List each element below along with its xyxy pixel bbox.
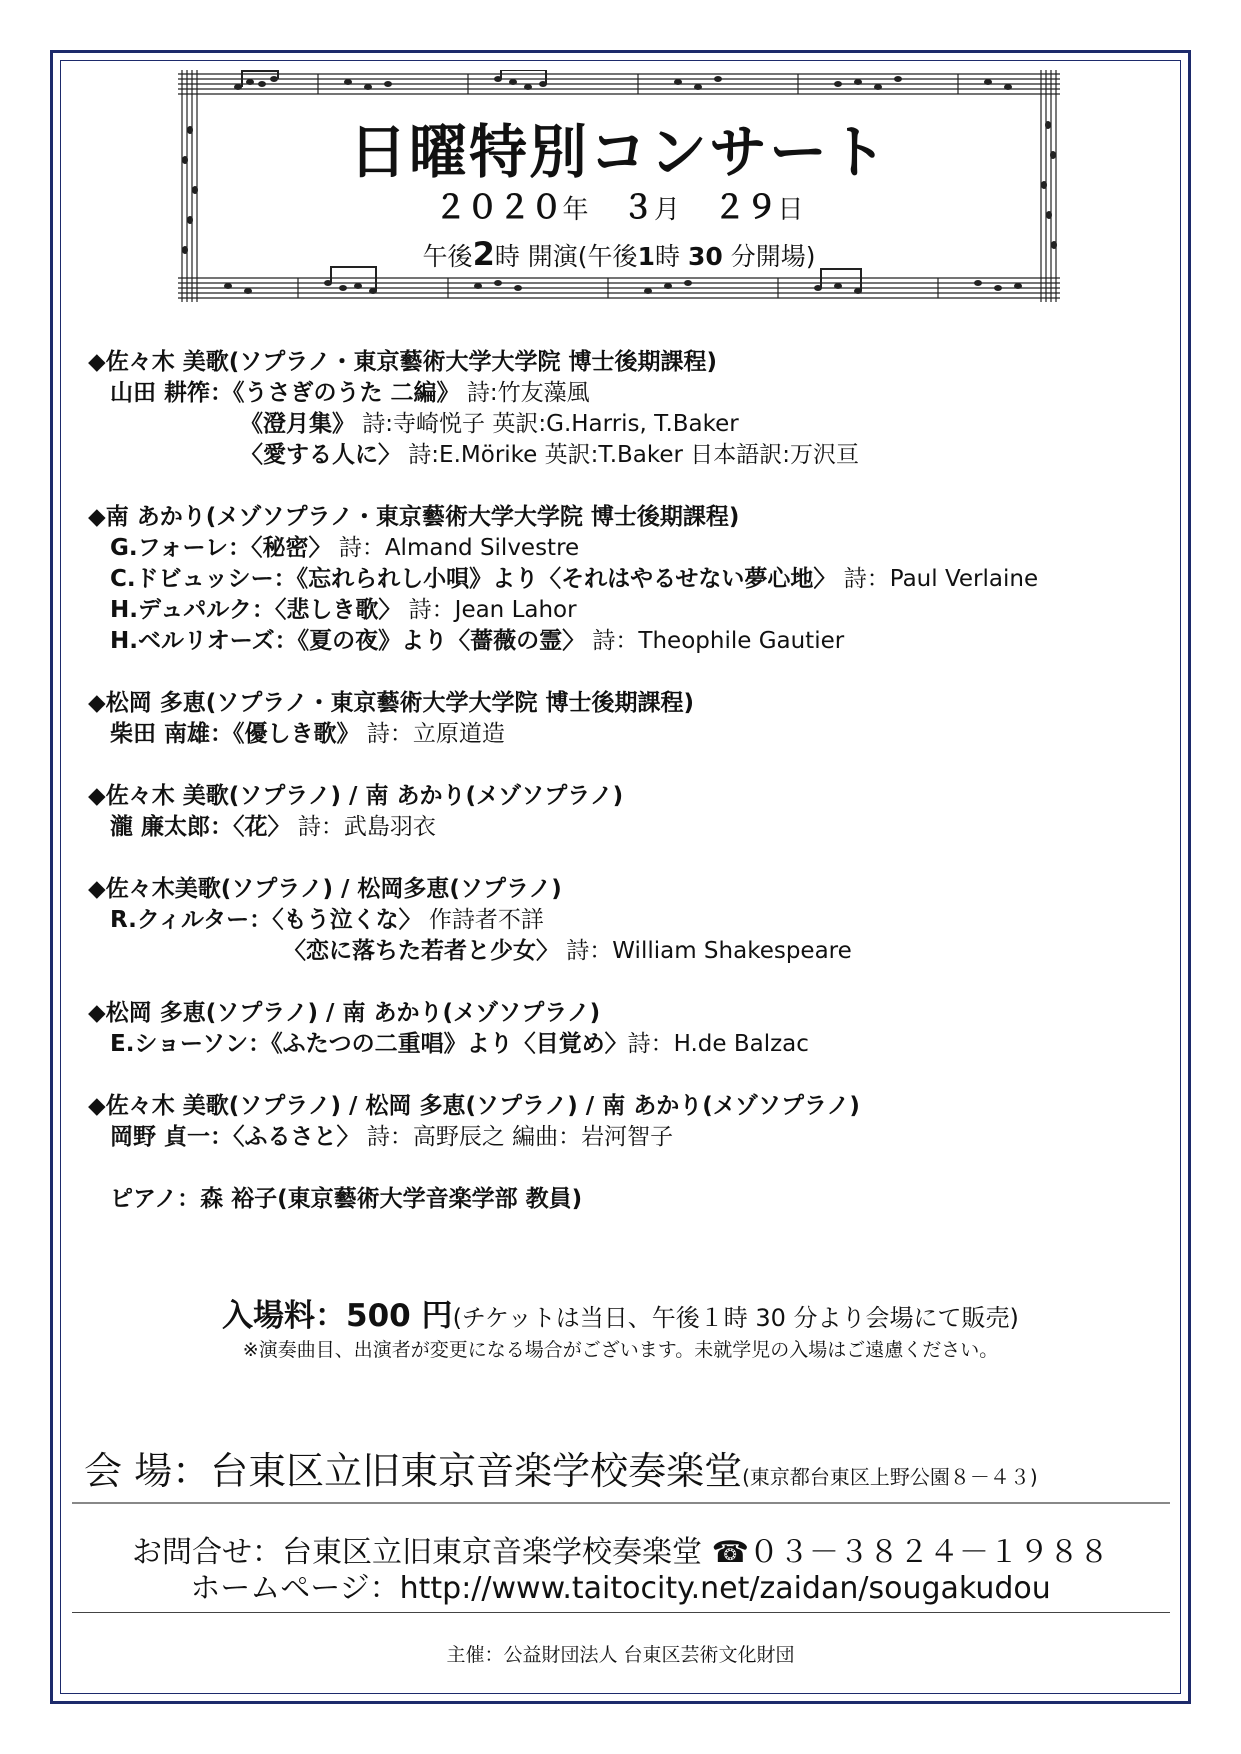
piece-credit: 詩：Jean Lahor	[401, 597, 577, 623]
program-group-4	[88, 781, 1168, 843]
contact-info	[0, 1535, 1241, 1607]
date-month-unit: 月	[654, 195, 681, 225]
concert-time	[178, 235, 1060, 273]
piece-credit: 詩：立原道造	[359, 721, 505, 747]
piece-credit: 詩:寺崎悦子 英訳:G.Harris, T.Baker	[355, 411, 739, 437]
group-heading: ◆佐々木 美歌(ソプラノ) / 松岡 多恵(ソプラノ) / 南 あかり(メゾソプラノ)	[88, 1093, 860, 1119]
date-month: ３	[621, 188, 654, 226]
piece-title: 〈愛する人に〉	[240, 442, 401, 468]
piece-credit: 詩：Almand Silvestre	[331, 535, 580, 561]
piece-title: R.クィルター：〈もう泣くな〉	[110, 907, 422, 933]
piece-title: C.ドビュッシー：《忘れられし小唄》より〈それはやるせない夢心地〉	[110, 566, 837, 592]
piece-title: 瀧 廉太郎：〈花〉	[110, 814, 291, 840]
program-list	[88, 347, 1168, 1215]
program-line	[88, 1029, 1168, 1060]
group-heading: ◆佐々木 美歌(ソプラノ) / 南 あかり(メゾソプラノ)	[88, 783, 624, 809]
piece-credit: 詩:E.Mörike 英訳:T.Baker 日本語訳:万沢亘	[401, 442, 860, 468]
piece-title: H.ベルリオーズ：《夏の夜》より〈薔薇の霊〉	[110, 628, 586, 654]
fee-detail: (チケットは当日、午後１時 30 分より会場にて販売)	[452, 1304, 1019, 1332]
piece-title: 岡野 貞一：〈ふるさと〉	[110, 1124, 360, 1150]
group-heading: ◆南 あかり(メゾソプラノ・東京藝術大学大学院 博士後期課程)	[88, 504, 740, 530]
date-year-unit: 年	[562, 195, 589, 225]
program-group-3	[88, 688, 1168, 750]
group-heading: ◆松岡 多恵(ソプラノ) / 南 あかり(メゾソプラノ)	[88, 1000, 601, 1026]
program-line	[88, 378, 1168, 409]
piece-credit: 作詩者不詳	[421, 907, 544, 933]
program-line	[88, 626, 1168, 657]
piece-credit: 詩：H.de Balzac	[627, 1031, 809, 1057]
pianist: ピアノ：森 裕子(東京藝術大学音楽学部 教員)	[110, 1186, 583, 1212]
program-line	[88, 936, 1168, 967]
divider	[72, 1612, 1170, 1613]
piece-credit: 詩:竹友藻風	[459, 380, 590, 406]
program-line	[88, 564, 1168, 595]
time-hour-unit: 時	[494, 242, 520, 271]
program-group-2	[88, 502, 1168, 657]
time-doors-end: 分開場)	[730, 242, 816, 271]
piece-title: G.フォーレ：〈秘密〉	[110, 535, 332, 561]
concert-date	[178, 182, 1060, 228]
program-line	[88, 595, 1168, 626]
piece-title: 柴田 南雄：《優しき歌》	[110, 721, 360, 747]
program-line	[88, 533, 1168, 564]
piece-title: H.デュパルク：〈悲しき歌〉	[110, 597, 402, 623]
program-group-7	[88, 1091, 1168, 1153]
header-music-frame	[178, 70, 1060, 302]
program-line	[88, 440, 1168, 471]
change-notice: ※演奏曲目、出演者が変更になる場合がございます。未就学児の入場はご遠慮ください。	[242, 1339, 999, 1361]
date-day: ２９	[713, 188, 778, 226]
piece-title: 《澄月集》	[240, 411, 355, 437]
program-group-1	[88, 347, 1168, 471]
sponsor: 主催：公益財団法人 台東区芸術文化財団	[446, 1644, 795, 1666]
inquiry-line: お問合せ：台東区立旧東京音楽学校奏楽堂 ☎０３－３８２４－１９８８	[132, 1535, 1109, 1570]
piece-credit: 詩：William Shakespeare	[559, 938, 852, 964]
date-year: ２０２０	[434, 188, 563, 226]
program-line	[88, 905, 1168, 936]
venue	[84, 1440, 1038, 1495]
time-doors-min: 30	[687, 242, 723, 271]
program-line	[88, 812, 1168, 843]
piece-credit: 詩：Theophile Gautier	[585, 628, 845, 654]
time-pre: 午後	[422, 242, 473, 271]
group-heading: ◆佐々木美歌(ソプラノ) / 松岡多恵(ソプラノ)	[88, 876, 562, 902]
group-heading: ◆松岡 多恵(ソプラノ・東京藝術大学大学院 博士後期課程)	[88, 690, 695, 716]
fee-label: 入場料：500 円	[222, 1298, 453, 1334]
program-line	[88, 719, 1168, 750]
piece-credit: 詩：高野辰之 編曲：岩河智子	[359, 1124, 674, 1150]
venue-label: 会 場：台東区立旧東京音楽学校奏楽堂	[84, 1449, 743, 1493]
program-group-6	[88, 998, 1168, 1060]
program-line	[88, 409, 1168, 440]
time-doors-hour: 1	[637, 242, 655, 271]
venue-address: (東京都台東区上野公園８－４３)	[742, 1465, 1038, 1489]
time-doors-mid: 時	[654, 242, 680, 271]
program-line	[88, 1122, 1168, 1153]
homepage-link[interactable]: ホームページ：http://www.taitocity.net/zaidan/sougakudou	[190, 1571, 1051, 1606]
group-heading: ◆佐々木 美歌(ソプラノ・東京藝術大学大学院 博士後期課程)	[88, 349, 718, 375]
program-group-5	[88, 874, 1168, 967]
piece-title: 〈恋に落ちた若者と少女〉	[283, 938, 559, 964]
admission-fee	[0, 1290, 1241, 1335]
date-day-unit: 日	[777, 195, 804, 225]
divider	[72, 1502, 1170, 1504]
piece-title: E.ショーソン：《ふたつの二重唱》より〈目覚め〉	[110, 1031, 628, 1057]
piece-credit: 詩：武島羽衣	[290, 814, 436, 840]
piece-credit: 詩：Paul Verlaine	[836, 566, 1039, 592]
concert-title: 日曜特別コンサート	[348, 118, 889, 186]
piece-title: 山田 耕筰：《うさぎのうた 二編》	[110, 380, 460, 406]
time-hour: 2	[472, 235, 495, 273]
time-open: 開演(午後	[527, 242, 638, 271]
